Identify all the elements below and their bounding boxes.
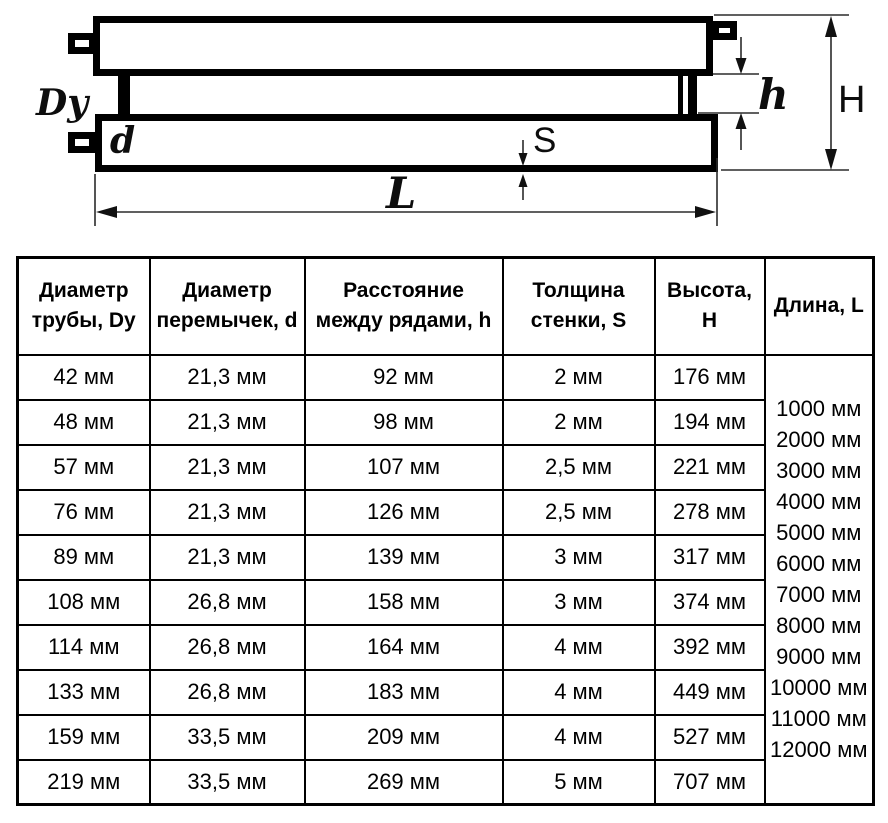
- cell-h: 139 мм: [305, 535, 503, 580]
- cell-dy: 219 мм: [18, 760, 150, 805]
- cell-height: 392 мм: [655, 625, 765, 670]
- spacing-arrow-down: [736, 58, 747, 74]
- cell-height: 707 мм: [655, 760, 765, 805]
- cell-d: 21,3 мм: [150, 355, 305, 400]
- cell-d: 26,8 мм: [150, 580, 305, 625]
- cell-s: 2 мм: [503, 400, 655, 445]
- cell-dy: 76 мм: [18, 490, 150, 535]
- cell-height: 317 мм: [655, 535, 765, 580]
- cell-h: 269 мм: [305, 760, 503, 805]
- length-item: 10000 мм: [769, 675, 868, 701]
- length-item: 7000 мм: [776, 582, 862, 608]
- height-arrow-up: [825, 16, 837, 37]
- spacing-arrow-up: [736, 113, 747, 129]
- header-jumper-diameter: Диаметр перемычек, d: [150, 258, 305, 355]
- cell-h: 209 мм: [305, 715, 503, 760]
- cell-h: 107 мм: [305, 445, 503, 490]
- length-arrow-right: [695, 206, 716, 218]
- cell-dy: 108 мм: [18, 580, 150, 625]
- cell-d: 21,3 мм: [150, 535, 305, 580]
- table-row: [18, 355, 874, 400]
- top-right-stub: [716, 25, 734, 37]
- cell-h: 158 мм: [305, 580, 503, 625]
- header-wall-thickness: Толщина стенки, S: [503, 258, 655, 355]
- length-label: L: [386, 169, 417, 219]
- top-pipe: [97, 20, 710, 73]
- cell-d: 33,5 мм: [150, 760, 305, 805]
- top-left-stub: [72, 37, 93, 51]
- cell-dy: 89 мм: [18, 535, 150, 580]
- table-row: [18, 715, 874, 760]
- right-jumper-left-wall: [678, 72, 683, 118]
- cell-dy: 114 мм: [18, 625, 150, 670]
- table-row: [18, 580, 874, 625]
- cell-dy: 159 мм: [18, 715, 150, 760]
- header-height: Высота, H: [655, 258, 765, 355]
- cell-s: 5 мм: [503, 760, 655, 805]
- table-row: [18, 760, 874, 805]
- cell-height: 221 мм: [655, 445, 765, 490]
- cell-h: 164 мм: [305, 625, 503, 670]
- length-item: 1000 мм: [776, 396, 862, 422]
- length-item: 2000 мм: [776, 427, 862, 453]
- cell-dy: 57 мм: [18, 445, 150, 490]
- length-item: 3000 мм: [776, 458, 862, 484]
- cell-d: 26,8 мм: [150, 625, 305, 670]
- cell-s: 2,5 мм: [503, 490, 655, 535]
- height-label: H: [838, 79, 866, 121]
- dimensions-table: [16, 256, 875, 806]
- cell-d: 26,8 мм: [150, 670, 305, 715]
- table-row: [18, 535, 874, 580]
- thickness-arrow-up: [519, 174, 528, 187]
- cell-d: 33,5 мм: [150, 715, 305, 760]
- cell-h: 98 мм: [305, 400, 503, 445]
- cell-d: 21,3 мм: [150, 400, 305, 445]
- table-row: [18, 445, 874, 490]
- cell-height: 278 мм: [655, 490, 765, 535]
- bottom-left-stub: [72, 136, 93, 150]
- spacing-label: h: [758, 70, 789, 119]
- header-length: Длина, L: [765, 258, 874, 355]
- length-item: 4000 мм: [776, 489, 862, 515]
- height-arrow-down: [825, 149, 837, 170]
- table-row: [18, 670, 874, 715]
- table-row: [18, 400, 874, 445]
- cell-height: 374 мм: [655, 580, 765, 625]
- cell-s: 2 мм: [503, 355, 655, 400]
- header-row-spacing: Расстояние между рядами, h: [305, 258, 503, 355]
- right-jumper-right-wall: [688, 72, 697, 118]
- length-item: 5000 мм: [776, 520, 862, 546]
- cell-s: 4 мм: [503, 625, 655, 670]
- length-item: 9000 мм: [776, 644, 862, 670]
- header-pipe-diameter: Диаметр трубы, Dy: [18, 258, 150, 355]
- cell-d: 21,3 мм: [150, 490, 305, 535]
- cell-height: 194 мм: [655, 400, 765, 445]
- cell-s: 2,5 мм: [503, 445, 655, 490]
- table-row: [18, 490, 874, 535]
- length-item: 12000 мм: [769, 737, 868, 763]
- table-row: [18, 625, 874, 670]
- cell-height: 176 мм: [655, 355, 765, 400]
- pipe-diameter-label: Dy: [36, 82, 89, 124]
- cell-dy: 48 мм: [18, 400, 150, 445]
- left-jumper: [118, 72, 130, 118]
- cell-h: 183 мм: [305, 670, 503, 715]
- cell-s: 4 мм: [503, 670, 655, 715]
- cell-h: 126 мм: [305, 490, 503, 535]
- thickness-label: S: [533, 121, 557, 160]
- length-arrow-left: [96, 206, 117, 218]
- cell-d: 21,3 мм: [150, 445, 305, 490]
- cell-lengths: [765, 355, 874, 805]
- cell-height: 449 мм: [655, 670, 765, 715]
- cell-height: 527 мм: [655, 715, 765, 760]
- cell-s: 3 мм: [503, 535, 655, 580]
- bottom-pipe: [99, 118, 715, 169]
- cell-h: 92 мм: [305, 355, 503, 400]
- header-row: [18, 258, 874, 355]
- cell-s: 3 мм: [503, 580, 655, 625]
- cell-dy: 42 мм: [18, 355, 150, 400]
- jumper-diameter-label: d: [110, 120, 136, 162]
- register-drawing: [0, 0, 888, 248]
- cell-s: 4 мм: [503, 715, 655, 760]
- length-item: 8000 мм: [776, 613, 862, 639]
- cell-dy: 133 мм: [18, 670, 150, 715]
- length-item: 6000 мм: [776, 551, 862, 577]
- length-item: 11000 мм: [770, 706, 867, 732]
